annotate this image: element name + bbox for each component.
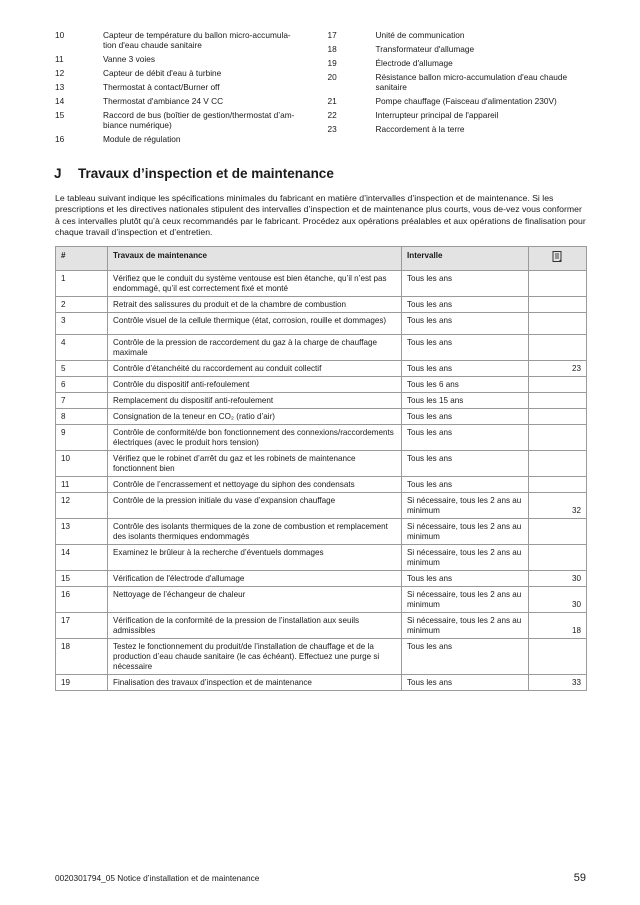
cell-ref: 18 bbox=[529, 613, 587, 639]
legend-item bbox=[55, 30, 318, 50]
cell-interval: Tous les ans bbox=[402, 425, 529, 451]
legend-item bbox=[328, 124, 591, 134]
section-title: Travaux d’inspection et de maintenance bbox=[78, 166, 334, 181]
cell-ref bbox=[529, 519, 587, 545]
cell-num: 18 bbox=[56, 639, 108, 675]
cell-interval: Si nécessaire, tous les 2 ans au minimum bbox=[402, 545, 529, 571]
cell-interval: Tous les ans bbox=[402, 313, 529, 335]
cell-work: Examinez le brûleur à la recherche d’éventuels dommages bbox=[108, 545, 402, 571]
cell-ref: 30 bbox=[529, 587, 587, 613]
header-interval: Intervalle bbox=[402, 247, 529, 271]
table-row bbox=[56, 493, 587, 519]
cell-work: Finalisation des travaux d’inspection et de maintenance bbox=[108, 675, 402, 691]
table-row bbox=[56, 477, 587, 493]
header-ref bbox=[529, 247, 587, 271]
legend bbox=[55, 30, 590, 148]
cell-work: Remplacement du dispositif anti-refoulement bbox=[108, 393, 402, 409]
cell-work: Vérification de l'électrode d'allumage bbox=[108, 571, 402, 587]
cell-num: 3 bbox=[56, 313, 108, 335]
maintenance-table bbox=[55, 246, 587, 691]
cell-num: 14 bbox=[56, 545, 108, 571]
cell-ref: 30 bbox=[529, 571, 587, 587]
intro-paragraph: Le tableau suivant indique les spécifications minimales du fabricant en matière d’intervalles d’inspection et de maintenance. Si les prescriptions et les directives nationales stipulent des intervalles d’inspection et de maintenance plus courts, vous de-vez vous conformer à ces intervalles plutôt qu’à ceux recommandés par le fabricant. Procédez aux opérations préalables et aux opérations de finalisation pour chaque travail d’inspection et d’entretien. bbox=[55, 193, 586, 237]
cell-ref bbox=[529, 409, 587, 425]
legend-item bbox=[328, 30, 591, 40]
cell-ref bbox=[529, 377, 587, 393]
table-row bbox=[56, 675, 587, 691]
legend-number: 21 bbox=[327, 96, 337, 106]
cell-num: 4 bbox=[56, 335, 108, 361]
cell-interval: Tous les ans bbox=[402, 675, 529, 691]
cell-interval: Si nécessaire, tous les 2 ans au minimum bbox=[402, 519, 529, 545]
cell-ref: 23 bbox=[529, 361, 587, 377]
legend-number: 10 bbox=[55, 30, 65, 40]
cell-interval: Tous les 6 ans bbox=[402, 377, 529, 393]
legend-number: 23 bbox=[327, 124, 337, 134]
legend-text: Transformateur d'allumage bbox=[375, 44, 475, 54]
legend-column-right bbox=[328, 30, 591, 148]
cell-work: Nettoyage de l’échangeur de chaleur bbox=[108, 587, 402, 613]
cell-ref bbox=[529, 393, 587, 409]
cell-interval: Tous les ans bbox=[402, 361, 529, 377]
section-letter: J bbox=[54, 166, 62, 181]
legend-item bbox=[55, 54, 318, 64]
legend-text: Électrode d'allumage bbox=[375, 58, 453, 68]
legend-item bbox=[328, 96, 591, 106]
cell-ref bbox=[529, 297, 587, 313]
cell-interval: Tous les ans bbox=[402, 639, 529, 675]
cell-num: 19 bbox=[56, 675, 108, 691]
cell-num: 8 bbox=[56, 409, 108, 425]
table-row bbox=[56, 639, 587, 675]
cell-num: 11 bbox=[56, 477, 108, 493]
table-row bbox=[56, 377, 587, 393]
cell-work: Contrôle visuel de la cellule thermique (état, corrosion, rouille et dommages) bbox=[108, 313, 402, 335]
legend-number: 13 bbox=[55, 82, 65, 92]
cell-work: Vérifiez que le conduit du système ventouse est bien étanche, qu’il n’est pas endommagé, qu’il est correctement fixé et monté bbox=[108, 271, 402, 297]
cell-ref bbox=[529, 425, 587, 451]
table-row bbox=[56, 613, 587, 639]
legend-text: Interrupteur principal de l'appareil bbox=[375, 110, 499, 120]
legend-item bbox=[328, 58, 591, 68]
table-row bbox=[56, 587, 587, 613]
cell-num: 15 bbox=[56, 571, 108, 587]
legend-number: 11 bbox=[55, 54, 64, 64]
cell-work: Contrôle de la pression de raccordement du gaz à la charge de chauffage maximale bbox=[108, 335, 402, 361]
cell-work: Contrôle de conformité/de bon fonctionnement des connexions/raccordements électriques (avec le produit hors tension) bbox=[108, 425, 402, 451]
cell-interval: Tous les 15 ans bbox=[402, 393, 529, 409]
cell-interval: Tous les ans bbox=[402, 297, 529, 313]
cell-ref: 32 bbox=[529, 493, 587, 519]
cell-work: Retrait des salissures du produit et de la chambre de combustion bbox=[108, 297, 402, 313]
footer-page-number: 59 bbox=[573, 872, 586, 884]
legend-number: 15 bbox=[55, 110, 65, 120]
cell-work: Consignation de la teneur en CO₂ (ratio d’air) bbox=[108, 409, 402, 425]
legend-column-left bbox=[55, 30, 328, 148]
legend-number: 20 bbox=[327, 72, 337, 82]
cell-work: Contrôle des isolants thermiques de la zone de combustion et remplacement des isolants thermiques endommagés bbox=[108, 519, 402, 545]
table-row bbox=[56, 451, 587, 477]
cell-ref bbox=[529, 451, 587, 477]
cell-num: 10 bbox=[56, 451, 108, 477]
legend-item bbox=[328, 72, 591, 92]
cell-ref bbox=[529, 313, 587, 335]
table-row bbox=[56, 271, 587, 297]
cell-interval: Tous les ans bbox=[402, 571, 529, 587]
legend-text: Raccordement à la terre bbox=[375, 124, 465, 134]
header-num: # bbox=[56, 247, 108, 271]
legend-text: Raccord de bus (boîtier de gestion/thermostat d’am- biance numérique) bbox=[103, 110, 295, 130]
table-row bbox=[56, 297, 587, 313]
legend-item bbox=[328, 44, 591, 54]
cell-ref bbox=[529, 545, 587, 571]
cell-num: 5 bbox=[56, 361, 108, 377]
cell-interval: Si nécessaire, tous les 2 ans au minimum bbox=[402, 613, 529, 639]
legend-number: 16 bbox=[55, 134, 65, 144]
cell-num: 2 bbox=[56, 297, 108, 313]
table-row bbox=[56, 545, 587, 571]
cell-ref: 33 bbox=[529, 675, 587, 691]
legend-number: 12 bbox=[55, 68, 65, 78]
legend-number: 19 bbox=[327, 58, 337, 68]
cell-work: Vérifiez que le robinet d’arrêt du gaz et les robinets de maintenance fonctionnent bien bbox=[108, 451, 402, 477]
table-row bbox=[56, 313, 587, 335]
legend-number: 22 bbox=[327, 110, 337, 120]
cell-work: Contrôle de l’encrassement et nettoyage du siphon des condensats bbox=[108, 477, 402, 493]
cell-num: 12 bbox=[56, 493, 108, 519]
table-row bbox=[56, 519, 587, 545]
cell-num: 7 bbox=[56, 393, 108, 409]
cell-interval: Tous les ans bbox=[402, 335, 529, 361]
legend-item bbox=[55, 68, 318, 78]
table-row bbox=[56, 409, 587, 425]
cell-work: Contrôle d’étanchéité du raccordement au conduit collectif bbox=[108, 361, 402, 377]
cell-num: 6 bbox=[56, 377, 108, 393]
section-heading bbox=[54, 166, 334, 181]
cell-interval: Si nécessaire, tous les 2 ans au minimum bbox=[402, 493, 529, 519]
cell-num: 13 bbox=[56, 519, 108, 545]
cell-interval: Tous les ans bbox=[402, 451, 529, 477]
legend-text: Thermostat à contact/Burner off bbox=[103, 82, 220, 92]
cell-num: 9 bbox=[56, 425, 108, 451]
legend-number: 18 bbox=[327, 44, 337, 54]
legend-item bbox=[55, 96, 318, 106]
legend-item bbox=[328, 110, 591, 120]
cell-work: Contrôle du dispositif anti-refoulement bbox=[108, 377, 402, 393]
legend-text: Unité de communication bbox=[375, 30, 465, 40]
table-row bbox=[56, 571, 587, 587]
cell-ref bbox=[529, 477, 587, 493]
cell-interval: Tous les ans bbox=[402, 477, 529, 493]
cell-work: Contrôle de la pression initiale du vase d’expansion chauffage bbox=[108, 493, 402, 519]
cell-interval: Tous les ans bbox=[402, 271, 529, 297]
table-row bbox=[56, 425, 587, 451]
table-row bbox=[56, 361, 587, 377]
cell-ref bbox=[529, 335, 587, 361]
legend-number: 17 bbox=[327, 30, 337, 40]
cell-ref bbox=[529, 639, 587, 675]
cell-work: Testez le fonctionnement du produit/de l’installation de chauffage et de la production d’eau chaude sanitaire (le cas échéant). Effectuez une purge si nécessaire bbox=[108, 639, 402, 675]
legend-text: Capteur de température du ballon micro-accumula- tion d'eau chaude sanitaire bbox=[103, 30, 291, 50]
table-header-row bbox=[56, 247, 587, 271]
cell-num: 1 bbox=[56, 271, 108, 297]
legend-item bbox=[55, 82, 318, 92]
legend-text: Capteur de débit d'eau à turbine bbox=[103, 68, 222, 78]
legend-text: Thermostat d'ambiance 24 V CC bbox=[103, 96, 224, 106]
cell-interval: Tous les ans bbox=[402, 409, 529, 425]
manual-reference-icon bbox=[552, 251, 563, 266]
legend-text: Pompe chauffage (Faisceau d'alimentation 230V) bbox=[375, 96, 557, 106]
cell-num: 16 bbox=[56, 587, 108, 613]
cell-num: 17 bbox=[56, 613, 108, 639]
page-footer bbox=[55, 872, 586, 884]
table-row bbox=[56, 393, 587, 409]
cell-ref bbox=[529, 271, 587, 297]
table-row bbox=[56, 335, 587, 361]
legend-text: Vanne 3 voies bbox=[103, 54, 155, 64]
cell-interval: Si nécessaire, tous les 2 ans au minimum bbox=[402, 587, 529, 613]
legend-item bbox=[55, 134, 318, 144]
legend-text: Module de régulation bbox=[103, 134, 181, 144]
legend-item bbox=[55, 110, 318, 130]
footer-document-id: 0020301794_05 Notice d’installation et de maintenance bbox=[55, 873, 260, 883]
legend-text: Résistance ballon micro-accumulation d'eau chaude sanitaire bbox=[375, 72, 568, 92]
cell-work: Vérification de la conformité de la pression de l’installation aux seuils admissibles bbox=[108, 613, 402, 639]
header-work: Travaux de maintenance bbox=[108, 247, 402, 271]
legend-number: 14 bbox=[55, 96, 65, 106]
